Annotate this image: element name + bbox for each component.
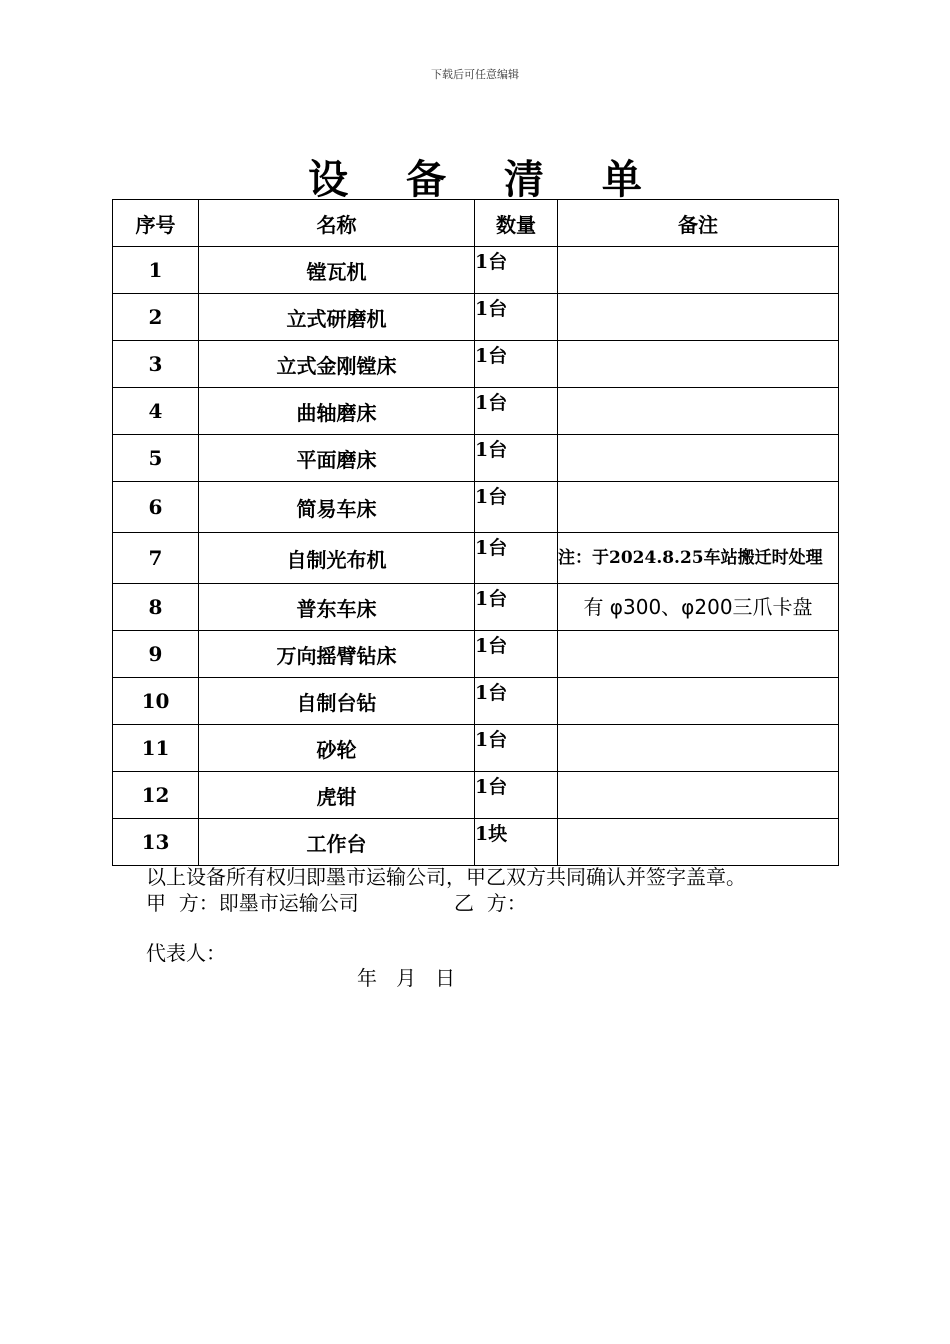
row-note: 注：于2024.8.25车站搬迁时处理 bbox=[558, 533, 839, 584]
table-row bbox=[113, 294, 839, 341]
table-row bbox=[113, 435, 839, 482]
party-b: 乙 方： bbox=[454, 891, 527, 915]
table-row bbox=[113, 482, 839, 533]
row-name: 工作台 bbox=[199, 819, 475, 866]
date-line: 年 月 日 bbox=[357, 966, 456, 990]
row-name: 平面磨床 bbox=[199, 435, 475, 482]
row-qty: 1台 bbox=[475, 772, 558, 819]
table-row bbox=[113, 533, 839, 584]
page-title: 设 备 清 单 bbox=[308, 157, 664, 203]
row-note bbox=[558, 435, 839, 482]
row-note bbox=[558, 631, 839, 678]
row-no: 7 bbox=[113, 533, 199, 584]
table-row bbox=[113, 341, 839, 388]
row-note bbox=[558, 388, 839, 435]
table-row bbox=[113, 725, 839, 772]
row-qty: 1台 bbox=[475, 482, 558, 533]
row-qty: 1台 bbox=[475, 631, 558, 678]
ownership-statement: 以上设备所有权归即墨市运输公司，甲乙双方共同确认并签字盖章。 bbox=[146, 865, 746, 889]
row-qty: 1台 bbox=[475, 533, 558, 584]
table-row bbox=[113, 631, 839, 678]
row-qty: 1台 bbox=[475, 584, 558, 631]
equipment-table bbox=[112, 199, 839, 866]
row-no: 3 bbox=[113, 341, 199, 388]
row-name: 万向摇臂钻床 bbox=[199, 631, 475, 678]
row-no: 2 bbox=[113, 294, 199, 341]
table-row bbox=[113, 819, 839, 866]
row-no: 4 bbox=[113, 388, 199, 435]
table-header-row bbox=[113, 200, 839, 247]
header-no: 序号 bbox=[113, 200, 199, 247]
row-qty: 1台 bbox=[475, 247, 558, 294]
row-note bbox=[558, 772, 839, 819]
row-name: 自制台钻 bbox=[199, 678, 475, 725]
row-name: 曲轴磨床 bbox=[199, 388, 475, 435]
header-note: 备注 bbox=[558, 200, 839, 247]
row-qty: 1台 bbox=[475, 294, 558, 341]
row-note bbox=[558, 725, 839, 772]
table-row bbox=[113, 678, 839, 725]
representative-label: 代表人： bbox=[146, 941, 226, 965]
row-no: 13 bbox=[113, 819, 199, 866]
row-note bbox=[558, 678, 839, 725]
row-note bbox=[558, 247, 839, 294]
table-row bbox=[113, 388, 839, 435]
row-no: 1 bbox=[113, 247, 199, 294]
row-no: 8 bbox=[113, 584, 199, 631]
row-name: 镗瓦机 bbox=[199, 247, 475, 294]
row-no: 11 bbox=[113, 725, 199, 772]
row-name: 自制光布机 bbox=[199, 533, 475, 584]
row-no: 5 bbox=[113, 435, 199, 482]
row-name: 立式金刚镗床 bbox=[199, 341, 475, 388]
row-note bbox=[558, 482, 839, 533]
table-row bbox=[113, 584, 839, 631]
row-no: 9 bbox=[113, 631, 199, 678]
header-note: 下载后可任意编辑 bbox=[431, 68, 519, 81]
row-qty: 1台 bbox=[475, 341, 558, 388]
row-name: 虎钳 bbox=[199, 772, 475, 819]
row-name: 立式研磨机 bbox=[199, 294, 475, 341]
row-no: 12 bbox=[113, 772, 199, 819]
row-qty: 1台 bbox=[475, 388, 558, 435]
header-qty: 数量 bbox=[475, 200, 558, 247]
row-note: 有 φ300、φ200三爪卡盘 bbox=[558, 584, 839, 631]
row-no: 6 bbox=[113, 482, 199, 533]
row-name: 简易车床 bbox=[199, 482, 475, 533]
header-name: 名称 bbox=[199, 200, 475, 247]
row-note bbox=[558, 294, 839, 341]
row-qty: 1台 bbox=[475, 435, 558, 482]
row-qty: 1台 bbox=[475, 678, 558, 725]
row-name: 砂轮 bbox=[199, 725, 475, 772]
table-row bbox=[113, 247, 839, 294]
row-qty: 1台 bbox=[475, 725, 558, 772]
row-note bbox=[558, 341, 839, 388]
row-name: 普东车床 bbox=[199, 584, 475, 631]
row-no: 10 bbox=[113, 678, 199, 725]
party-a: 甲 方：即墨市运输公司 bbox=[146, 891, 359, 915]
table-row bbox=[113, 772, 839, 819]
row-note bbox=[558, 819, 839, 866]
row-qty: 1块 bbox=[475, 819, 558, 866]
